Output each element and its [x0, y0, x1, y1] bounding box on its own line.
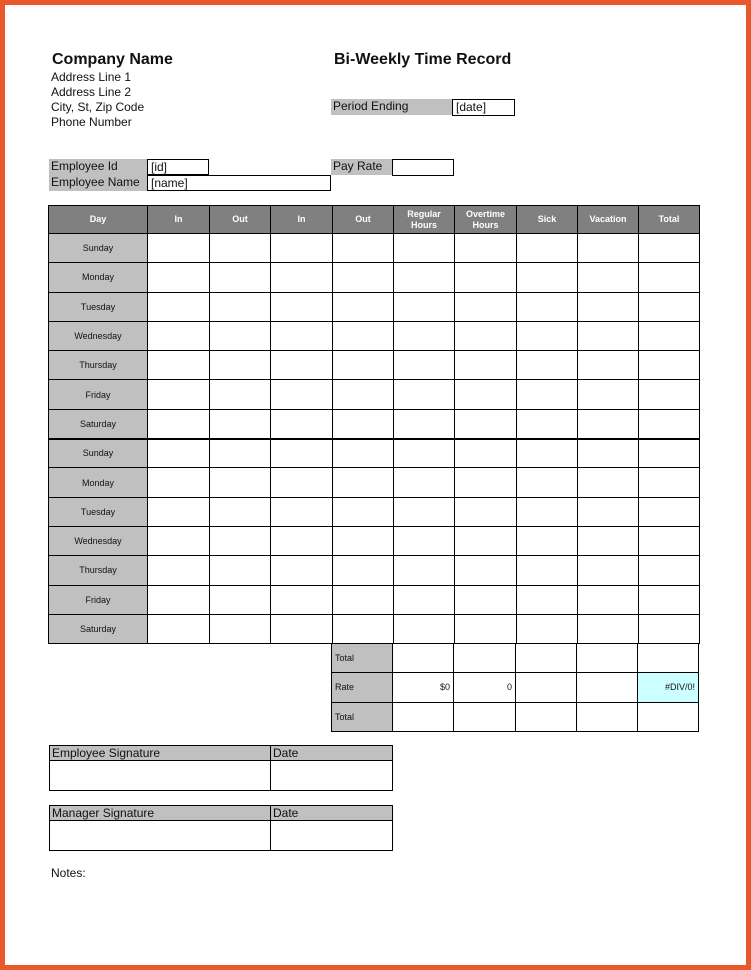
- time-cell[interactable]: [271, 497, 333, 526]
- time-cell[interactable]: [271, 234, 333, 263]
- table-row: [49, 263, 700, 292]
- time-cell[interactable]: [210, 439, 271, 468]
- day-label: Tuesday: [49, 292, 148, 321]
- time-cell[interactable]: [210, 321, 271, 350]
- grand-total-row: [332, 702, 699, 731]
- address-line-1: Address Line 1: [51, 70, 132, 84]
- column-header: Total: [639, 206, 700, 234]
- time-cell[interactable]: [455, 526, 517, 555]
- employee-name-label: Employee Name: [49, 175, 147, 191]
- employee-signature-label: Employee Signature: [50, 746, 271, 761]
- time-cell[interactable]: [394, 234, 455, 263]
- time-cell[interactable]: [455, 468, 517, 497]
- time-cell[interactable]: [394, 380, 455, 409]
- time-cell[interactable]: [455, 321, 517, 350]
- table-header-row: [49, 206, 700, 234]
- time-cell[interactable]: [517, 614, 578, 643]
- time-cell[interactable]: [148, 585, 210, 614]
- day-label: Friday: [49, 585, 148, 614]
- totals-row: [332, 644, 699, 673]
- time-cell[interactable]: [517, 497, 578, 526]
- time-cell[interactable]: [271, 380, 333, 409]
- column-header: Out: [333, 206, 394, 234]
- time-cell[interactable]: [639, 321, 700, 350]
- totals-table: [331, 643, 699, 732]
- time-cell[interactable]: [210, 380, 271, 409]
- time-cell[interactable]: [639, 585, 700, 614]
- employee-id-label: Employee Id: [49, 159, 147, 175]
- time-cell[interactable]: [639, 497, 700, 526]
- time-cell[interactable]: [210, 556, 271, 585]
- phone-number: Phone Number: [51, 115, 132, 129]
- column-header: In: [271, 206, 333, 234]
- employee-signature-block: [49, 745, 393, 791]
- time-cell[interactable]: [517, 556, 578, 585]
- time-cell[interactable]: [639, 468, 700, 497]
- time-cell[interactable]: [517, 292, 578, 321]
- day-label: Friday: [49, 380, 148, 409]
- time-cell[interactable]: [639, 409, 700, 438]
- time-cell[interactable]: [210, 263, 271, 292]
- time-cell[interactable]: [394, 468, 455, 497]
- time-cell[interactable]: [271, 585, 333, 614]
- time-cell[interactable]: [271, 468, 333, 497]
- employee-date-field[interactable]: [271, 761, 393, 791]
- grand-total-cell[interactable]: [454, 702, 516, 731]
- time-cell[interactable]: [148, 234, 210, 263]
- time-cell[interactable]: [333, 439, 394, 468]
- time-cell[interactable]: [578, 351, 639, 380]
- time-cell[interactable]: [148, 380, 210, 409]
- employee-name-field[interactable]: [name]: [147, 175, 331, 191]
- grand-total-cell[interactable]: [638, 702, 699, 731]
- rate-cell[interactable]: [577, 673, 638, 702]
- column-header: Sick: [517, 206, 578, 234]
- time-cell[interactable]: [148, 409, 210, 438]
- time-cell[interactable]: [271, 351, 333, 380]
- time-cell[interactable]: [639, 380, 700, 409]
- time-cell[interactable]: [578, 614, 639, 643]
- time-cell[interactable]: [578, 292, 639, 321]
- page-title: Bi-Weekly Time Record: [334, 51, 512, 68]
- time-cell[interactable]: [578, 468, 639, 497]
- time-cell[interactable]: [333, 321, 394, 350]
- time-cell[interactable]: [517, 468, 578, 497]
- total-cell[interactable]: [393, 644, 454, 673]
- period-ending-field[interactable]: [date]: [452, 99, 515, 116]
- time-cell[interactable]: [517, 234, 578, 263]
- time-cell[interactable]: [578, 497, 639, 526]
- time-cell[interactable]: [394, 409, 455, 438]
- period-ending-label: Period Ending: [331, 99, 452, 115]
- manager-signature-field[interactable]: [50, 821, 271, 851]
- column-header: In: [148, 206, 210, 234]
- time-cell[interactable]: [148, 263, 210, 292]
- day-label: Monday: [49, 468, 148, 497]
- total-cell[interactable]: [454, 644, 516, 673]
- table-row: [49, 497, 700, 526]
- time-cell[interactable]: [271, 321, 333, 350]
- time-cell[interactable]: [517, 526, 578, 555]
- time-cell[interactable]: [639, 263, 700, 292]
- pay-rate-field[interactable]: [392, 159, 454, 176]
- manager-signature-label: Manager Signature: [50, 806, 271, 821]
- time-cell[interactable]: [148, 556, 210, 585]
- day-label: Tuesday: [49, 497, 148, 526]
- time-cell[interactable]: [455, 234, 517, 263]
- day-label: Sunday: [49, 234, 148, 263]
- time-cell[interactable]: [271, 409, 333, 438]
- time-cell[interactable]: [333, 409, 394, 438]
- time-cell[interactable]: [639, 351, 700, 380]
- time-cell[interactable]: [517, 585, 578, 614]
- time-cell[interactable]: [394, 585, 455, 614]
- time-cell[interactable]: [517, 263, 578, 292]
- time-cell[interactable]: [517, 321, 578, 350]
- time-cell[interactable]: [333, 380, 394, 409]
- table-row: [49, 556, 700, 585]
- time-cell[interactable]: [455, 351, 517, 380]
- time-cell[interactable]: [394, 351, 455, 380]
- day-label: Saturday: [49, 409, 148, 438]
- time-cell[interactable]: [148, 468, 210, 497]
- timesheet-table: [48, 205, 700, 644]
- column-header: Overtime Hours: [455, 206, 517, 234]
- time-cell[interactable]: [578, 439, 639, 468]
- time-cell[interactable]: [210, 292, 271, 321]
- time-cell[interactable]: [455, 497, 517, 526]
- manager-signature-block: [49, 805, 393, 851]
- total-cell[interactable]: [577, 644, 638, 673]
- time-cell[interactable]: [210, 234, 271, 263]
- time-cell[interactable]: [148, 439, 210, 468]
- day-label: Saturday: [49, 614, 148, 643]
- day-label: Sunday: [49, 439, 148, 468]
- time-cell[interactable]: [639, 526, 700, 555]
- day-label: Wednesday: [49, 321, 148, 350]
- time-cell[interactable]: [333, 292, 394, 321]
- time-cell[interactable]: [210, 585, 271, 614]
- table-row: [49, 468, 700, 497]
- time-cell[interactable]: [394, 263, 455, 292]
- time-cell[interactable]: [639, 556, 700, 585]
- time-cell[interactable]: [455, 556, 517, 585]
- time-cell[interactable]: [578, 263, 639, 292]
- time-cell[interactable]: [148, 351, 210, 380]
- notes-label: Notes:: [51, 866, 86, 880]
- time-cell[interactable]: [394, 439, 455, 468]
- time-cell[interactable]: [639, 614, 700, 643]
- time-cell[interactable]: [148, 321, 210, 350]
- pay-rate-label: Pay Rate: [331, 159, 392, 175]
- table-row: [49, 292, 700, 321]
- time-cell[interactable]: [517, 409, 578, 438]
- table-row: [49, 351, 700, 380]
- day-label: Wednesday: [49, 526, 148, 555]
- time-cell[interactable]: [455, 585, 517, 614]
- day-label: Thursday: [49, 556, 148, 585]
- time-cell[interactable]: [639, 439, 700, 468]
- employee-id-field[interactable]: [id]: [147, 159, 209, 175]
- table-row: [49, 585, 700, 614]
- time-cell[interactable]: [578, 556, 639, 585]
- time-cell[interactable]: [578, 409, 639, 438]
- time-cell[interactable]: [455, 263, 517, 292]
- table-row: [49, 380, 700, 409]
- rate-overtime-value[interactable]: 0: [454, 673, 516, 702]
- time-cell[interactable]: [210, 468, 271, 497]
- time-cell[interactable]: [394, 614, 455, 643]
- time-cell[interactable]: [455, 380, 517, 409]
- time-cell[interactable]: [148, 497, 210, 526]
- time-cell[interactable]: [394, 526, 455, 555]
- rate-regular-value[interactable]: $0: [393, 673, 454, 702]
- time-cell[interactable]: [210, 526, 271, 555]
- time-cell[interactable]: [455, 614, 517, 643]
- address-line-2: Address Line 2: [51, 85, 132, 99]
- time-cell[interactable]: [333, 263, 394, 292]
- time-cell[interactable]: [148, 614, 210, 643]
- time-cell[interactable]: [639, 234, 700, 263]
- employee-date-label: Date: [271, 746, 393, 761]
- table-row: [49, 614, 700, 643]
- time-cell[interactable]: [394, 497, 455, 526]
- time-cell[interactable]: [517, 439, 578, 468]
- table-row: [49, 321, 700, 350]
- column-header: Vacation: [578, 206, 639, 234]
- time-cell[interactable]: [271, 556, 333, 585]
- time-cell[interactable]: [271, 614, 333, 643]
- grand-total-cell[interactable]: [516, 702, 577, 731]
- time-cell[interactable]: [271, 292, 333, 321]
- time-cell[interactable]: [455, 409, 517, 438]
- time-cell[interactable]: [394, 556, 455, 585]
- time-cell[interactable]: [578, 526, 639, 555]
- time-cell[interactable]: [148, 526, 210, 555]
- time-cell[interactable]: [333, 234, 394, 263]
- total-cell[interactable]: [638, 644, 699, 673]
- table-row: [49, 439, 700, 468]
- rate-label: Rate: [332, 673, 393, 702]
- time-cell[interactable]: [517, 351, 578, 380]
- time-cell[interactable]: [333, 614, 394, 643]
- column-header: Out: [210, 206, 271, 234]
- time-cell[interactable]: [333, 526, 394, 555]
- column-header: Regular Hours: [394, 206, 455, 234]
- table-row: [49, 526, 700, 555]
- grand-total-label: Total: [332, 702, 393, 731]
- time-cell[interactable]: [517, 380, 578, 409]
- table-row: [49, 409, 700, 438]
- time-cell[interactable]: [271, 439, 333, 468]
- rate-row: [332, 673, 699, 702]
- total-label: Total: [332, 644, 393, 673]
- time-cell[interactable]: [210, 497, 271, 526]
- time-cell[interactable]: [578, 321, 639, 350]
- time-cell[interactable]: [271, 526, 333, 555]
- column-header: Day: [49, 206, 148, 234]
- time-cell[interactable]: [333, 585, 394, 614]
- time-cell[interactable]: [578, 585, 639, 614]
- time-cell[interactable]: [333, 497, 394, 526]
- company-name: Company Name: [52, 51, 173, 68]
- day-label: Monday: [49, 263, 148, 292]
- city-state-zip: City, St, Zip Code: [51, 100, 145, 114]
- manager-date-field[interactable]: [271, 821, 393, 851]
- time-cell[interactable]: [333, 556, 394, 585]
- time-cell[interactable]: [148, 292, 210, 321]
- time-cell[interactable]: [639, 292, 700, 321]
- time-cell[interactable]: [578, 234, 639, 263]
- time-cell[interactable]: [455, 292, 517, 321]
- time-cell[interactable]: [578, 380, 639, 409]
- day-label: Thursday: [49, 351, 148, 380]
- time-cell[interactable]: [271, 263, 333, 292]
- time-cell[interactable]: [394, 292, 455, 321]
- grand-total-cell[interactable]: [393, 702, 454, 731]
- time-cell[interactable]: [394, 321, 455, 350]
- time-cell[interactable]: [210, 409, 271, 438]
- rate-total-value[interactable]: #DIV/0!: [638, 673, 699, 702]
- rate-cell[interactable]: [516, 673, 577, 702]
- employee-signature-field[interactable]: [50, 761, 271, 791]
- time-cell[interactable]: [210, 614, 271, 643]
- time-cell[interactable]: [455, 439, 517, 468]
- manager-date-label: Date: [271, 806, 393, 821]
- time-cell[interactable]: [333, 468, 394, 497]
- table-row: [49, 234, 700, 263]
- total-cell[interactable]: [516, 644, 577, 673]
- time-cell[interactable]: [210, 351, 271, 380]
- grand-total-cell[interactable]: [577, 702, 638, 731]
- time-cell[interactable]: [333, 351, 394, 380]
